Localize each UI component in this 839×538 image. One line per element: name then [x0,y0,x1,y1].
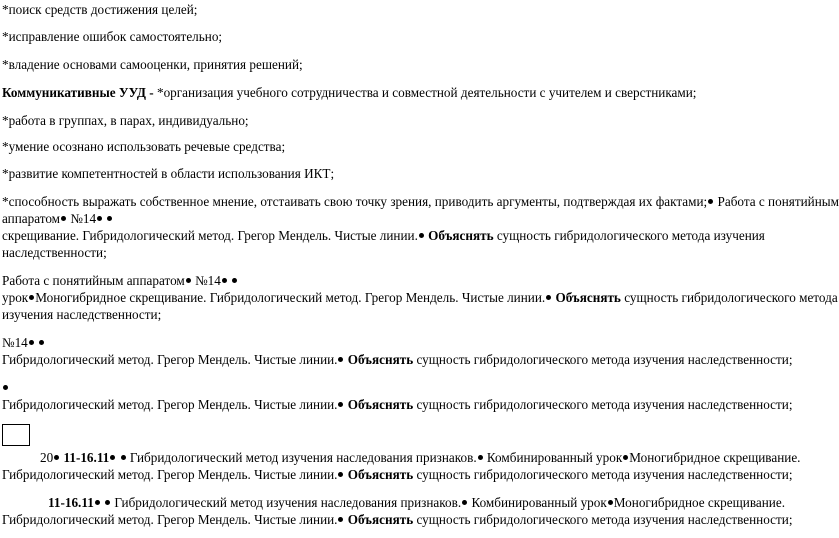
bullet-dot [121,455,126,460]
line-goal-search: *поиск средств достижения целей; [2,2,198,17]
bullet-dot [708,199,713,204]
bullet-dot [338,357,343,362]
line-lesson-20 [40,449,800,466]
communicative-text: *организация учебного сотрудничества и совместной деятельности с учителем и сверстниками; [153,85,697,100]
line-method-3 [2,466,793,483]
concept-work-text: Работа с понятийным [714,194,839,209]
bullet-dot [95,500,100,505]
opinion-text: *способность выражать собственное мнение, отстаивать свою точку зрения, приводить аргументы, подтверждая их фактами; [2,194,708,209]
bullet-dot [419,233,424,238]
lesson-type: Комбинированный урок [483,450,623,465]
bullet-dot [462,500,467,505]
explain-text: сущность гибридологического метода изучения наследственности; [413,352,793,367]
explain-label: Объяснять [344,352,414,367]
number-text: №14 [67,211,97,226]
lesson-topic: Гибридологический метод изучения наследования признаков. [111,495,462,510]
concept-work-text: Работа с понятийным аппаратом [2,273,185,288]
bullet-dot [338,472,343,477]
bullet-dot [186,278,191,283]
apparatus-text: аппаратом [2,211,61,226]
method-text: Гибридологический метод. Грегор Мендель. Чистые линии. [2,467,338,482]
communicative-heading: Коммуникативные УУД - [2,85,154,100]
bullet-dot [54,455,59,460]
bullet-dot [39,340,44,345]
line-heredity: наследственности; [2,245,107,260]
empty-table-cell [2,424,30,446]
number-text: №14 [2,335,28,350]
line-dot-only [2,379,9,396]
lesson-date: 11-16.11 [60,450,110,465]
line-number [2,334,45,351]
method-text: Гибридологический метод. Грегор Мендель. Чистые линии. [2,512,338,527]
explain-text: сущность гибридологического метода изучения наследственности; [413,467,793,482]
explain-label: Объяснять [424,228,494,243]
line-lesson [2,289,838,306]
lesson-topic: Гибридологический метод изучения наследования признаков. [126,450,477,465]
bullet-dot [232,278,237,283]
bullet-dot [97,216,102,221]
bullet-dot [546,295,551,300]
bullet-dot [222,278,227,283]
line-apparatus [2,210,113,227]
line-error-correction: *исправление ошибок самостоятельно; [2,29,223,44]
line-method-2 [2,396,793,413]
line-group-work: *работа в группах, в парах, индивидуально; [2,113,249,128]
line-heredity-study: изучения наследственности; [2,307,162,322]
bullet-dot [608,500,613,505]
bullet-dot [107,216,112,221]
method-text: Гибридологический метод. Грегор Мендель. Чистые линии. [2,352,338,367]
method-text: Гибридологический метод. Грегор Мендель. Чистые линии. [2,397,338,412]
explain-text: сущность гибридологического метода изучения наследственности; [413,512,793,527]
monohybrid-text: Моногибридное скрещивание. [613,495,785,510]
bullet-dot [29,340,34,345]
monohybrid-text: Моногибридное скрещивание. Гибридологический метод. Грегор Мендель. Чистые линии. [35,290,546,305]
line-lesson-date [48,494,785,511]
explain-label: Объяснять [344,512,414,527]
number-text: №14 [191,273,221,288]
line-method-1 [2,351,793,368]
explain-label: Объяснять [552,290,621,305]
explain-text: сущность гибридологического метода изучения наследственности; [413,397,793,412]
line-self-assessment: *владение основами самооценки, принятия решений; [2,57,303,72]
bullet-dot [338,517,343,522]
bullet-dot [623,455,628,460]
line-concept-work [2,272,238,289]
lesson-type: Комбинированный урок [468,495,607,510]
lesson-text: урок [2,290,29,305]
lesson-number: 20 [40,450,54,465]
bullet-dot [3,385,8,390]
explain-text: сущность гибридологического метода [620,290,838,305]
line-ict: *развитие компетентностей в области использования ИКТ; [2,166,335,181]
crossing-text: скрещивание. Гибридологический метод. Грегор Мендель. Чистые линии. [2,228,418,243]
line-communicative [2,84,696,101]
line-opinion [2,193,839,210]
bullet-dot [338,402,343,407]
monohybrid-text: Моногибридное скрещивание. [629,450,801,465]
bullet-dot [110,455,115,460]
bullet-dot [478,455,483,460]
line-crossing [2,227,765,244]
explain-label: Объяснять [344,397,414,412]
explain-text: сущность гибридологического метода изучения [493,228,765,243]
bullet-dot [29,295,34,300]
bullet-dot [105,500,110,505]
line-speech-means: *умение осознано использовать речевые средства; [2,139,286,154]
explain-label: Объяснять [344,467,414,482]
bullet-dot [61,216,66,221]
line-method-4 [2,511,793,528]
lesson-date: 11-16.11 [48,495,94,510]
